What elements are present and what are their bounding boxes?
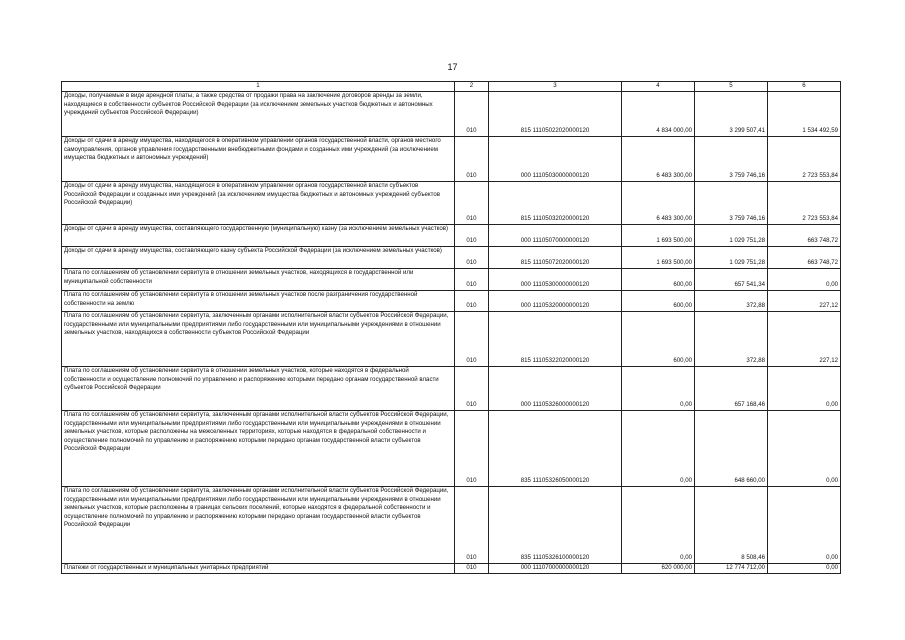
approved-amount-cell: 600,00: [622, 291, 695, 312]
revenue-name-cell: Плата по соглашениям об установлении сервитута в отношении земельных участков после разграничения государственной собственности на землю: [62, 291, 455, 312]
table-row: [62, 291, 841, 312]
budget-code-cell: 835 11105326050000120: [489, 411, 622, 487]
budget-code-cell: 815 11105032020000120: [489, 182, 622, 225]
column-header: 5: [695, 82, 768, 92]
table-row: [62, 312, 841, 367]
executed-amount-cell: 3 759 746,16: [695, 182, 768, 225]
approved-amount-cell: 600,00: [622, 312, 695, 367]
revenue-name-cell: Плата по соглашениям об установлении сервитута, заключенным органами исполнительной власти субъектов Российской Федерации, государственными или муниципальными предприятиями либо государственными или муниципальными учреждениями в отношении земельных участков, которые расположены в границах сельских поселений, которые находятся в федеральной собственности и осуществление полномочий по управлению и распоряжению которыми передано органам государственной власти субъектов Российской Федерации: [62, 487, 455, 564]
approved-amount-cell: 4 834 000,00: [622, 92, 695, 137]
table-row: [62, 269, 841, 291]
budget-code-cell: 000 11105030000000120: [489, 137, 622, 182]
page-number: 17: [447, 62, 458, 72]
budget-code-cell: 835 11105326100000120: [489, 487, 622, 564]
header-row: [62, 82, 841, 92]
budget-code-cell: 000 11105326000000120: [489, 367, 622, 411]
revenue-name-cell: Доходы от сдачи в аренду имущества, находящегося в оперативном управлении органов государственной власти, органов местного самоуправления, органов управления государственными внебюджетными фондами и созданных ими учреждений (за исключением имущества бюджетных и автономных учреждений): [62, 137, 455, 182]
revenue-name-cell: Плата по соглашениям об установлении сервитута в отношении земельных участков, которые находятся в федеральной собственности и осуществление полномочий по управлению и распоряжению которыми передано органам государственной власти субъектов Российской Федерации: [62, 367, 455, 411]
approved-amount-cell: 600,00: [622, 269, 695, 291]
line-code-cell: 010: [455, 312, 489, 367]
table-row: [62, 411, 841, 487]
executed-amount-cell: 8 508,46: [695, 487, 768, 564]
executed-amount-cell: 1 029 751,28: [695, 225, 768, 247]
approved-amount-cell: 620 000,00: [622, 564, 695, 574]
unexecuted-amount-cell: 0,00: [768, 564, 841, 574]
line-code-cell: 010: [455, 247, 489, 269]
budget-code-cell: 815 11105022020000120: [489, 92, 622, 137]
revenue-name-cell: Плата по соглашениям об установлении сервитута, заключенным органами исполнительной власти субъектов Российской Федерации, государственными или муниципальными предприятиями либо государственными или муниципальными учреждениями в отношении земельных участков, которые расположены на межселенных территориях, которые находятся в федеральной собственности и осуществление полномочий по управлению и распоряжению которыми передано органам государственной власти субъектов Российской Федерации: [62, 411, 455, 487]
table-row: [62, 247, 841, 269]
executed-amount-cell: 12 774 712,00: [695, 564, 768, 574]
line-code-cell: 010: [455, 411, 489, 487]
approved-amount-cell: 0,00: [622, 487, 695, 564]
revenue-name-cell: Плата по соглашениям об установлении сервитута в отношении земельных участков, находящихся в государственной или муниципальной собственности: [62, 269, 455, 291]
line-code-cell: 010: [455, 225, 489, 247]
column-header: 6: [768, 82, 841, 92]
budget-code-cell: 815 11105322020000120: [489, 312, 622, 367]
executed-amount-cell: 657 541,34: [695, 269, 768, 291]
unexecuted-amount-cell: 663 748,72: [768, 247, 841, 269]
approved-amount-cell: 0,00: [622, 411, 695, 487]
unexecuted-amount-cell: 0,00: [768, 269, 841, 291]
revenue-name-cell: Платежи от государственных и муниципальных унитарных предприятий: [62, 564, 455, 574]
line-code-cell: 010: [455, 137, 489, 182]
table-row: [62, 225, 841, 247]
unexecuted-amount-cell: 0,00: [768, 367, 841, 411]
executed-amount-cell: 372,88: [695, 291, 768, 312]
table-row: [62, 182, 841, 225]
executed-amount-cell: 3 299 507,41: [695, 92, 768, 137]
revenue-name-cell: Плата по соглашениям об установлении сервитута, заключенным органами исполнительной власти субъектов Российской Федерации, государственными или муниципальными предприятиями либо государственными или муниципальными учреждениями в отношении земельных участков, находящихся в собственности субъектов Российской Федерации: [62, 312, 455, 367]
unexecuted-amount-cell: 0,00: [768, 487, 841, 564]
table-row: [62, 367, 841, 411]
table-row: [62, 137, 841, 182]
unexecuted-amount-cell: 2 723 553,84: [768, 137, 841, 182]
executed-amount-cell: 372,88: [695, 312, 768, 367]
revenue-name-cell: Доходы от сдачи в аренду имущества, составляющего казну субъекта Российской Федерации (за исключением земельных участков): [62, 247, 455, 269]
budget-code-cell: 000 11107000000000120: [489, 564, 622, 574]
line-code-cell: 010: [455, 291, 489, 312]
column-header: 4: [622, 82, 695, 92]
executed-amount-cell: 648 660,00: [695, 411, 768, 487]
revenue-name-cell: Доходы от сдачи в аренду имущества, находящегося в оперативном управлении органов государственной власти субъектов Российской Федерации и созданных ими учреждений (за исключением имущества бюджетных и автономных учреждений субъектов Российской Федерации): [62, 182, 455, 225]
revenue-name-cell: Доходы от сдачи в аренду имущества, составляющего государственную (муниципальную) казну (за исключением земельных участков): [62, 225, 455, 247]
unexecuted-amount-cell: 1 534 492,59: [768, 92, 841, 137]
line-code-cell: 010: [455, 269, 489, 291]
line-code-cell: 010: [455, 367, 489, 411]
unexecuted-amount-cell: 0,00: [768, 411, 841, 487]
table-row: [62, 564, 841, 574]
line-code-cell: 010: [455, 487, 489, 564]
table-row: [62, 92, 841, 137]
table-row: [62, 487, 841, 564]
approved-amount-cell: 0,00: [622, 367, 695, 411]
executed-amount-cell: 657 168,46: [695, 367, 768, 411]
unexecuted-amount-cell: 227,12: [768, 312, 841, 367]
unexecuted-amount-cell: 227,12: [768, 291, 841, 312]
approved-amount-cell: 1 693 500,00: [622, 247, 695, 269]
budget-code-cell: 000 11105070000000120: [489, 225, 622, 247]
unexecuted-amount-cell: 2 723 553,84: [768, 182, 841, 225]
budget-code-cell: 000 11105300000000120: [489, 269, 622, 291]
approved-amount-cell: 6 483 300,00: [622, 137, 695, 182]
budget-code-cell: 000 11105320000000120: [489, 291, 622, 312]
revenue-table: [61, 81, 841, 574]
revenue-name-cell: Доходы, получаемые в виде арендной платы, а также средства от продажи права на заключение договоров аренды за земли, находящиеся в собственности субъектов Российской Федерации (за исключением земельных участков бюджетных и автономных учреждений субъектов Российской Федерации): [62, 92, 455, 137]
executed-amount-cell: 1 029 751,28: [695, 247, 768, 269]
line-code-cell: 010: [455, 182, 489, 225]
unexecuted-amount-cell: 663 748,72: [768, 225, 841, 247]
line-code-cell: 010: [455, 92, 489, 137]
line-code-cell: 010: [455, 564, 489, 574]
column-header: 3: [489, 82, 622, 92]
approved-amount-cell: 6 483 300,00: [622, 182, 695, 225]
executed-amount-cell: 3 759 746,16: [695, 137, 768, 182]
approved-amount-cell: 1 693 500,00: [622, 225, 695, 247]
budget-code-cell: 815 11105072020000120: [489, 247, 622, 269]
column-header: 2: [455, 82, 489, 92]
column-header: 1: [62, 82, 455, 92]
